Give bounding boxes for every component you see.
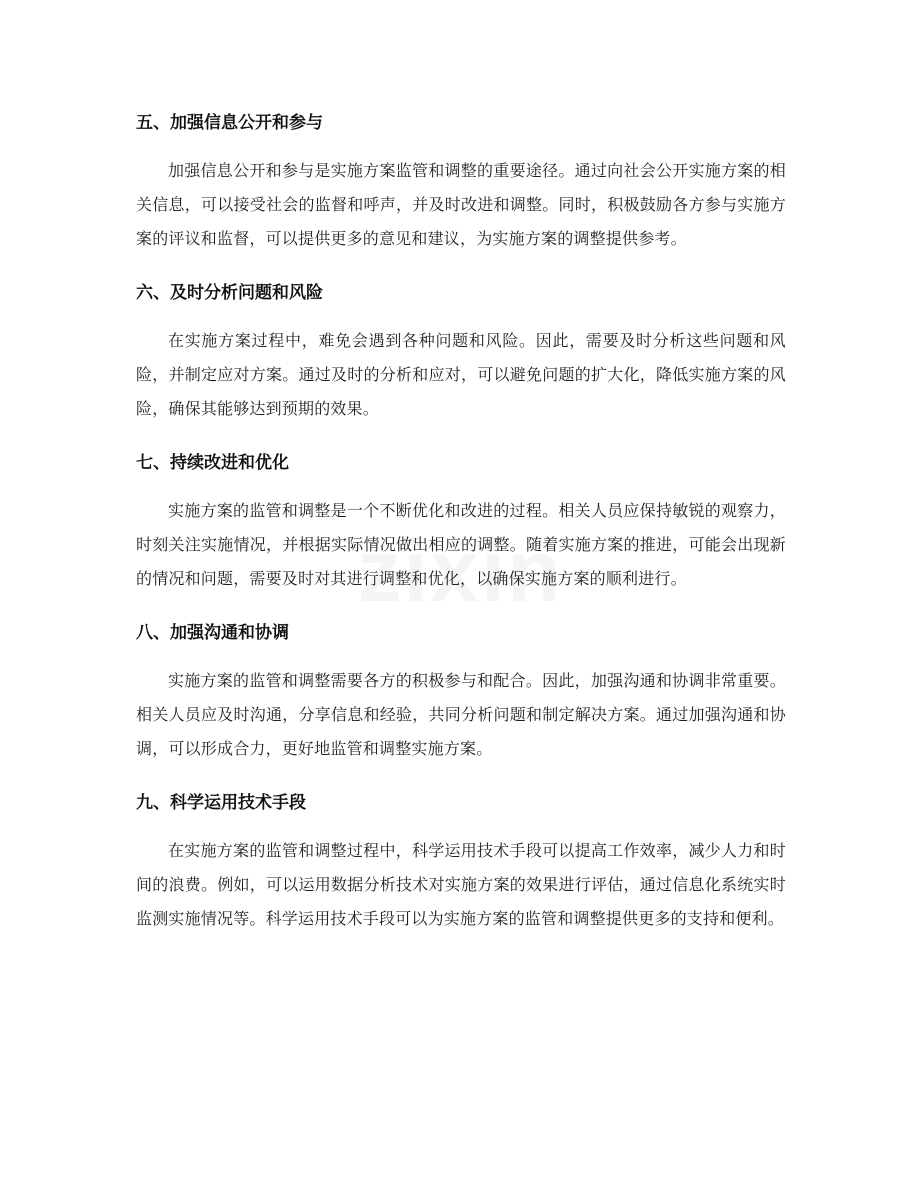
section-9 [136,784,786,936]
section-paragraph: 实施方案的监管和调整需要各方的积极参与和配合。因此，加强沟通和协调非常重要。相关人员应及时沟通，分享信息和经验，共同分析问题和制定解决方案。通过加强沟通和协调，可以形成合力，更好地监管和调整实施方案。 [136,671,786,758]
section-heading: 八、加强沟通和协调 [136,623,289,643]
section-paragraph: 在实施方案过程中，难免会遇到各种问题和风险。因此，需要及时分析这些问题和风险，并制定应对方案。通过及时的分析和应对，可以避免问题的扩大化，降低实施方案的风险，确保其能够达到预期的效果。 [136,331,786,418]
section-paragraph: 实施方案的监管和调整是一个不断优化和改进的过程。相关人员应保持敏锐的观察力，时刻关注实施情况，并根据实际情况做出相应的调整。随着实施方案的推进，可能会出现新的情况和问题，需要及时对其进行调整和优化，以确保实施方案的顺利进行。 [136,501,786,588]
section-paragraph: 加强信息公开和参与是实施方案监管和调整的重要途径。通过向社会公开实施方案的相关信息，可以接受社会的监督和呼声，并及时改进和调整。同时，积极鼓励各方参与实施方案的评议和监督，可以提供更多的意见和建议，为实施方案的调整提供参考。 [136,161,786,248]
section-heading: 七、持续改进和优化 [136,453,289,473]
section-heading: 六、及时分析问题和风险 [136,283,323,303]
section-heading: 九、科学运用技术手段 [136,793,306,813]
document-body [136,104,786,954]
section-heading: 五、加强信息公开和参与 [136,113,323,133]
section-paragraph: 在实施方案的监管和调整过程中，科学运用技术手段可以提高工作效率，减少人力和时间的浪费。例如，可以运用数据分析技术对实施方案的效果进行评估，通过信息化系统实时监测实施情况等。科学运用技术手段可以为实施方案的监管和调整提供更多的支持和便利。 [136,841,786,928]
section-7 [136,444,786,596]
section-8 [136,614,786,766]
section-5 [136,104,786,256]
section-6 [136,274,786,426]
